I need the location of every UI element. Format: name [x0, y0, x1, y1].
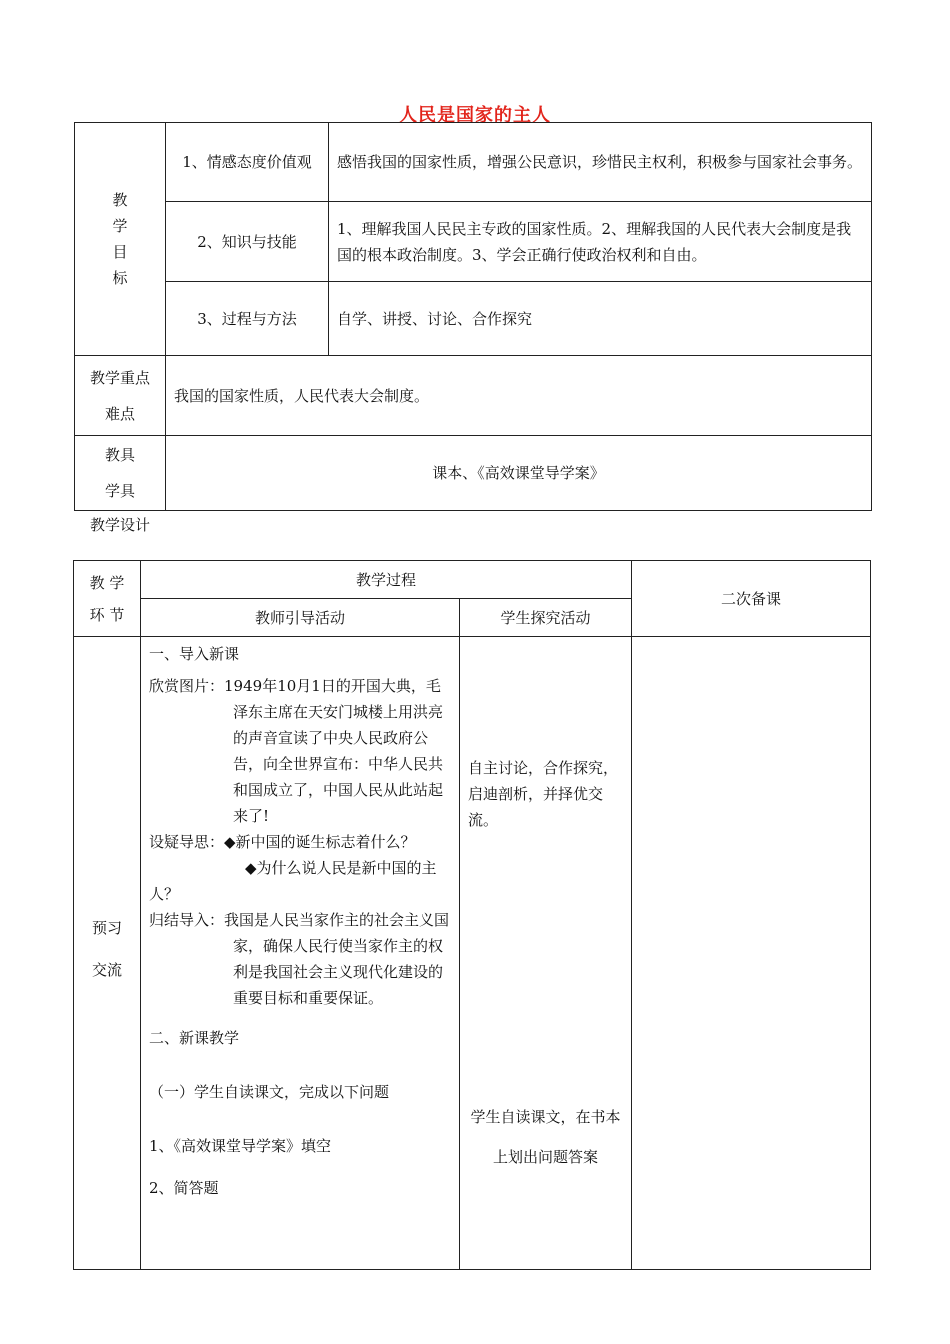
key-points-label-line: 教学重点 — [89, 368, 150, 387]
teacher-activity-header: 教师引导活动 — [141, 599, 460, 637]
objectives-label-char: 学 — [112, 217, 128, 235]
student-activity-cell — [460, 637, 632, 1270]
tools-label-line: 教具 — [104, 446, 135, 464]
objectives-row-label — [75, 123, 166, 356]
objective-label-emotion: 1、情感态度价值观 — [166, 123, 329, 202]
objective-content-emotion: 感悟我国的国家性质，增强公民意识，珍惜民主权利，积极参与国家社会事务。 — [329, 123, 872, 202]
tools-content: 课本、《高效课堂导学案》 — [166, 436, 872, 511]
objective-label-knowledge: 2、知识与技能 — [166, 202, 329, 282]
picture-label: 欣赏图片： — [149, 677, 225, 695]
student-activity-header: 学生探究活动 — [460, 599, 632, 637]
objective-content-knowledge: 1、理解我国人民民主专政的国家性质。2、理解我国的人民代表大会制度是我国的根本政治制度。3、学会正确行使政治权利和自由。 — [329, 202, 872, 282]
objectives-label-char: 标 — [112, 269, 128, 287]
stage-header-line: 教 学 — [89, 573, 125, 592]
second-prep-cell — [632, 637, 871, 1270]
task-1: 1、《高效课堂导学案》填空 — [149, 1137, 332, 1155]
student-activity-1: 自主讨论，合作探究，启迪剖析，并择优交流。 — [468, 759, 619, 829]
summary-text: 我国是人民当家作主的社会主义国家，确保人民行使当家作主的权利是我国社会主义现代化建设的重要目标和重要保证。 — [224, 911, 450, 1007]
question-label: 设疑导思： — [149, 833, 225, 851]
stage-header — [74, 561, 141, 637]
stage-name — [74, 637, 141, 1270]
objectives-label-char: 目 — [112, 243, 128, 261]
design-table — [73, 560, 871, 1270]
key-points-content: 我国的国家性质，人民代表大会制度。 — [166, 356, 872, 436]
new-lesson-heading: 二、新课教学 — [149, 1029, 240, 1047]
tools-label-line: 学具 — [104, 482, 135, 500]
objective-label-process: 3、过程与方法 — [166, 282, 329, 356]
intro-heading: 一、导入新课 — [149, 645, 240, 663]
objective-content-process: 自学、讲授、讨论、合作探究 — [329, 282, 872, 356]
question-2: ◆为什么说人民是新中国的主人？ — [149, 859, 437, 903]
picture-paragraph — [149, 673, 451, 829]
stage-header-line: 环 节 — [89, 605, 125, 624]
teacher-activity-cell — [141, 637, 460, 1270]
key-points-label-line: 难点 — [104, 404, 135, 423]
picture-text: 1949年10月1日的开国大典，毛泽东主席在天安门城楼上用洪亮的声音宣读了中央人民政府公告，向全世界宣布：中华人民共和国成立了，中国人民从此站起来了! — [224, 677, 444, 825]
student-activity-2: 学生自读课文，在书本上划出问题答案 — [470, 1108, 621, 1166]
question-1: ◆新中国的诞生标志着什么？ — [224, 833, 416, 851]
page-title: 人民是国家的主人 — [399, 105, 551, 126]
objectives-table — [74, 122, 872, 511]
tools-label — [75, 436, 166, 511]
summary-label: 归结导入： — [149, 911, 225, 929]
reading-heading: （一）学生自读课文，完成以下问题 — [149, 1083, 390, 1101]
key-points-label — [75, 356, 166, 436]
design-label: 教学设计 — [90, 516, 151, 534]
summary-paragraph — [149, 907, 451, 1011]
stage-name-line: 交流 — [91, 961, 122, 979]
objectives-label-char: 教 — [112, 191, 128, 209]
task-2: 2、简答题 — [149, 1179, 219, 1197]
second-prep-header: 二次备课 — [632, 561, 871, 637]
process-header: 教学过程 — [141, 561, 632, 599]
stage-name-line: 预习 — [91, 919, 122, 937]
question-paragraph — [149, 829, 451, 855]
